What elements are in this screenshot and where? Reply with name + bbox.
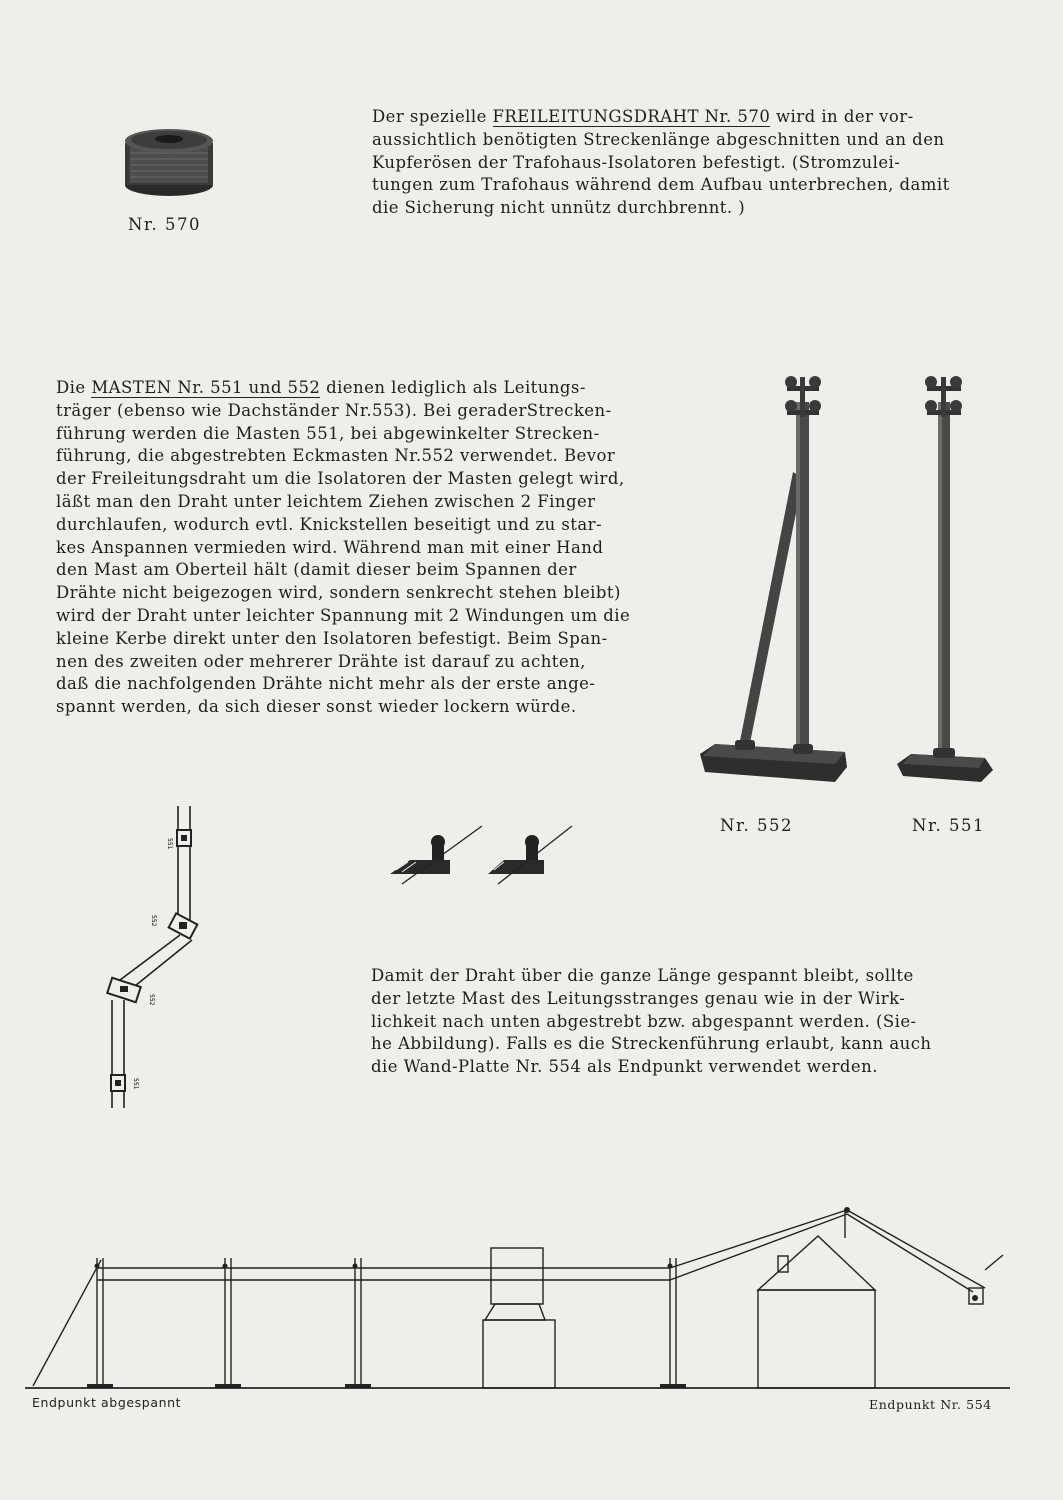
masts-line: spannt werden, da sich dieser sonst wieder lockern würde. — [56, 697, 577, 717]
wire-spool-image — [122, 125, 217, 200]
tension-line: he Abbildung). Falls es die Streckenführung erlaubt, kann auch — [371, 1034, 932, 1054]
mast-552-image — [695, 372, 855, 787]
right-endpoint-label: Endpunkt Nr. 554 — [869, 1397, 992, 1412]
plan-view-diagram — [100, 800, 210, 1115]
spool-caption: Nr. 570 — [128, 215, 201, 234]
plan-label-551-bottom: 551 — [132, 1078, 139, 1090]
masts-line: kes Anspannen vermieden wird. Während man mit einer Hand — [56, 537, 604, 557]
masts-line: durchlaufen, wodurch evtl. Knickstellen beseitigt und zu star- — [56, 514, 603, 534]
masts-line: läßt man den Draht unter leichtem Ziehen zwischen 2 Finger — [56, 491, 596, 511]
wire-line: Der spezielle FREILEITUNGSDRAHT Nr. 570 wird in der vor- — [372, 107, 914, 126]
mast-551-caption: Nr. 551 — [912, 816, 985, 835]
masts-line: Drähte nicht beigezogen wird, sondern senkrecht stehen bleibt) — [56, 583, 621, 603]
wire-line: Kupferösen der Trafohaus-Isolatoren befestigt. (Stromzulei- — [372, 152, 901, 172]
masts-line: kleine Kerbe direkt unter den Isolatoren befestigt. Beim Span- — [56, 628, 608, 648]
masts-paragraph — [56, 377, 676, 719]
masts-line: träger (ebenso wie Dachständer Nr.553). Bei geraderStrecken- — [56, 400, 612, 420]
wire-line: tungen zum Trafohaus während dem Aufbau unterbrechen, damit — [372, 175, 950, 195]
tension-line: Damit der Draht über die ganze Länge gespannt bleibt, sollte — [371, 966, 914, 985]
wire-line: die Sicherung nicht unnütz durchbrennt. ) — [372, 198, 746, 218]
wire-paragraph — [372, 106, 994, 220]
tension-line: der letzte Mast des Leitungsstranges genau wie in der Wirk- — [371, 988, 906, 1008]
insulator-detail-right — [486, 822, 576, 884]
wire-line: aussichtlich benötigten Streckenlänge abgeschnitten und an den — [372, 129, 945, 149]
masts-line: wird der Draht unter leichter Spannung mit 2 Windungen um die — [56, 605, 631, 625]
masts-line: den Mast am Oberteil hält (damit dieser beim Spannen der — [56, 560, 577, 580]
masts-line: Die MASTEN Nr. 551 und 552 dienen lediglich als Leitungs- — [56, 378, 586, 397]
plan-label-552-lower: 552 — [148, 994, 155, 1006]
insulator-detail-left — [388, 822, 488, 884]
masts-line: daß die nachfolgenden Drähte nicht mehr als der erste ange- — [56, 674, 596, 694]
tension-line: die Wand-Platte Nr. 554 als Endpunkt verwendet werden. — [371, 1057, 878, 1077]
masts-line: führung werden die Masten 551, bei abgewinkelter Strecken- — [56, 423, 600, 443]
tension-paragraph — [371, 965, 993, 1079]
plan-label-551-top: 551 — [166, 838, 173, 850]
tension-line: lichkeit nach unten abgestrebt bzw. abgespannt werden. (Sie- — [371, 1011, 917, 1031]
masts-line: der Freileitungsdraht um die Isolatoren der Masten gelegt wird, — [56, 469, 625, 489]
mast-552-caption: Nr. 552 — [720, 816, 793, 835]
plan-label-552-upper: 552 — [150, 915, 157, 927]
mast-551-image — [893, 372, 998, 787]
masts-line: nen des zweiten oder mehrerer Drähte ist darauf zu achten, — [56, 651, 586, 671]
left-endpoint-label: Endpunkt abgespannt — [32, 1395, 182, 1410]
masts-line: führung, die abgestrebten Eckmasten Nr.552 verwendet. Bevor — [56, 446, 616, 466]
overhead-line-diagram — [25, 1200, 1010, 1395]
